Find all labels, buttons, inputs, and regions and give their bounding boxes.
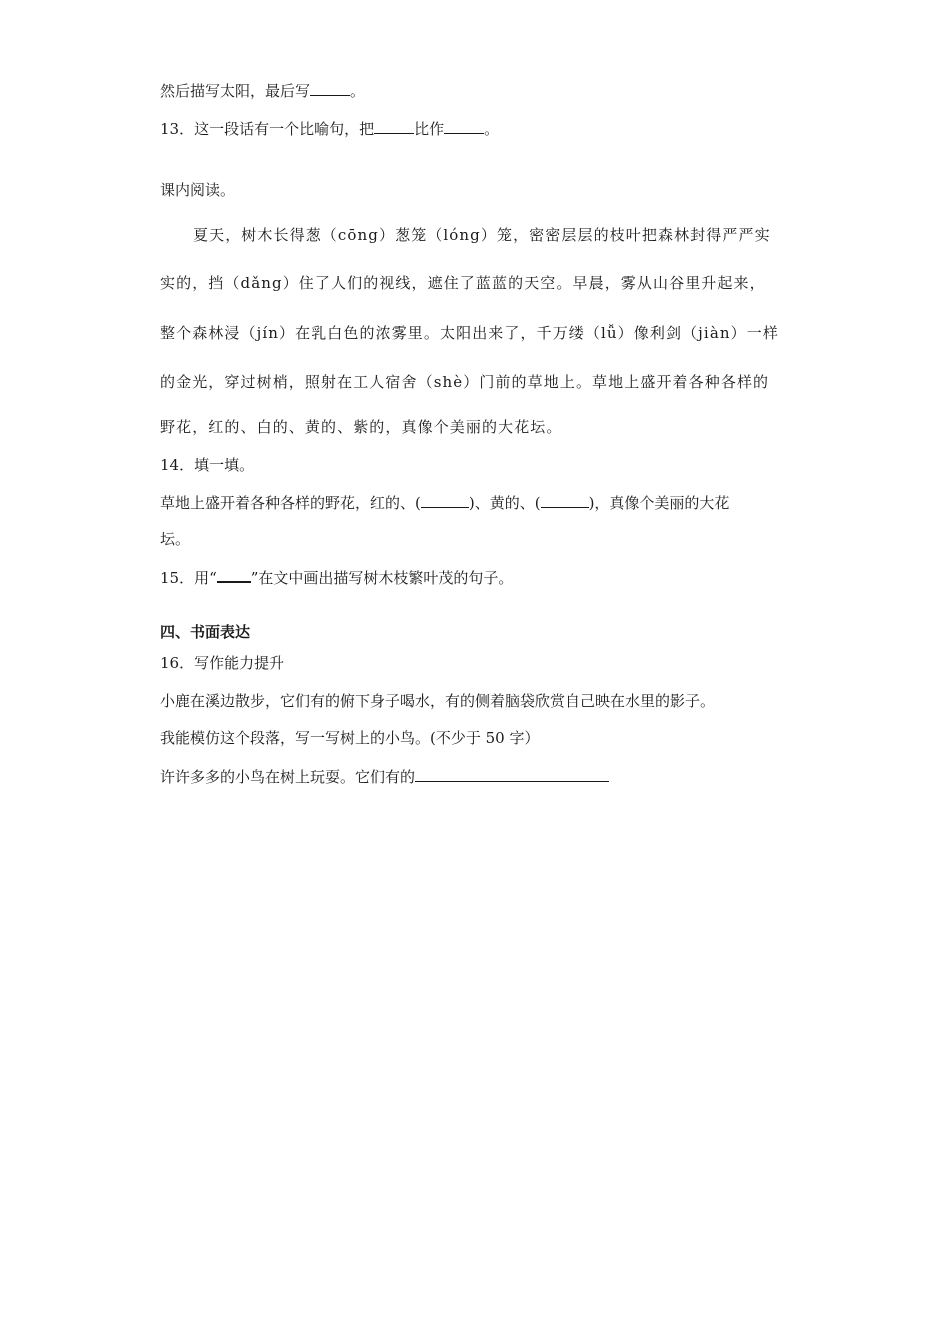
q14-fill-line <box>160 492 729 513</box>
q14-title: 填一填。 <box>194 456 255 474</box>
q16-instruction: 我能模仿这个段落，写一写树上的小鸟。(不少于 50 字） <box>160 729 540 747</box>
q12-answer-blank[interactable] <box>310 80 350 96</box>
q16-model-text: 小鹿在溪边散步，它们有的俯下身子喝水，有的侧着脑袋欣赏自己映在水里的影子。 <box>160 692 716 710</box>
q16-answer-prompt: 许许多多的小鸟在树上玩耍。它们有的 <box>160 768 416 786</box>
section4-heading: 四、书面表达 <box>160 623 251 641</box>
q15-number: 15． <box>160 569 195 587</box>
passage-line-3: 整个森林浸（jín）在乳白色的浓雾里。太阳出来了，千万缕（lǚ）像利剑（jiàn）一样 <box>160 324 779 342</box>
q14-blank-1[interactable] <box>421 492 469 508</box>
q16-answer-blank[interactable] <box>415 766 609 782</box>
q16-number: 16． <box>160 654 195 672</box>
q12-tail-text: 然后描写太阳，最后写 <box>160 82 311 100</box>
q13-number: 13． <box>160 120 195 138</box>
q15-underline-mark <box>217 566 251 583</box>
q14-text-a: 草地上盛开着各种各样的野花，红的、( <box>160 494 421 512</box>
q15-text-a: 用“ <box>194 569 217 587</box>
q14-fill-line-2: 坛。 <box>160 530 191 548</box>
q15-line <box>160 566 513 588</box>
passage-line-4: 的金光，穿过树梢，照射在工人宿舍（shè）门前的草地上。草地上盛开着各种各样的 <box>160 373 770 391</box>
q13-text-2: 比作 <box>414 120 445 138</box>
q12-tail-end: 。 <box>350 82 366 100</box>
passage-line-2: 实的，挡（dǎng）住了人们的视线，遮住了蓝蓝的天空。早晨，雾从山谷里升起来， <box>160 274 766 292</box>
passage-line-1: 夏天，树木长得葱（cōng）葱笼（lóng）笼，密密层层的枝叶把森林封得严严实 <box>193 226 771 244</box>
q14-number: 14． <box>160 456 195 474</box>
q13-text-3: 。 <box>484 120 500 138</box>
q13-blank-1[interactable] <box>374 118 414 134</box>
q14-text-b: )、黄的、( <box>468 494 541 512</box>
passage-line-5: 野花，红的、白的、黄的、紫的，真像个美丽的大花坛。 <box>160 418 563 436</box>
q12-tail-line <box>160 80 365 101</box>
q13-line <box>160 118 499 139</box>
reading-heading: 课内阅读。 <box>160 181 236 199</box>
q14-text-c: )，真像个美丽的大花 <box>588 494 730 512</box>
q14-title-line <box>160 455 254 475</box>
q16-title-line <box>160 653 284 673</box>
q13-blank-2[interactable] <box>444 118 484 134</box>
q15-text-b: ”在文中画出描写树木枝繁叶茂的句子。 <box>250 569 514 587</box>
q16-answer-line <box>160 766 609 787</box>
q16-title: 写作能力提升 <box>194 654 285 672</box>
q14-blank-2[interactable] <box>541 492 589 508</box>
q13-text-1: 这一段话有一个比喻句，把 <box>194 120 375 138</box>
